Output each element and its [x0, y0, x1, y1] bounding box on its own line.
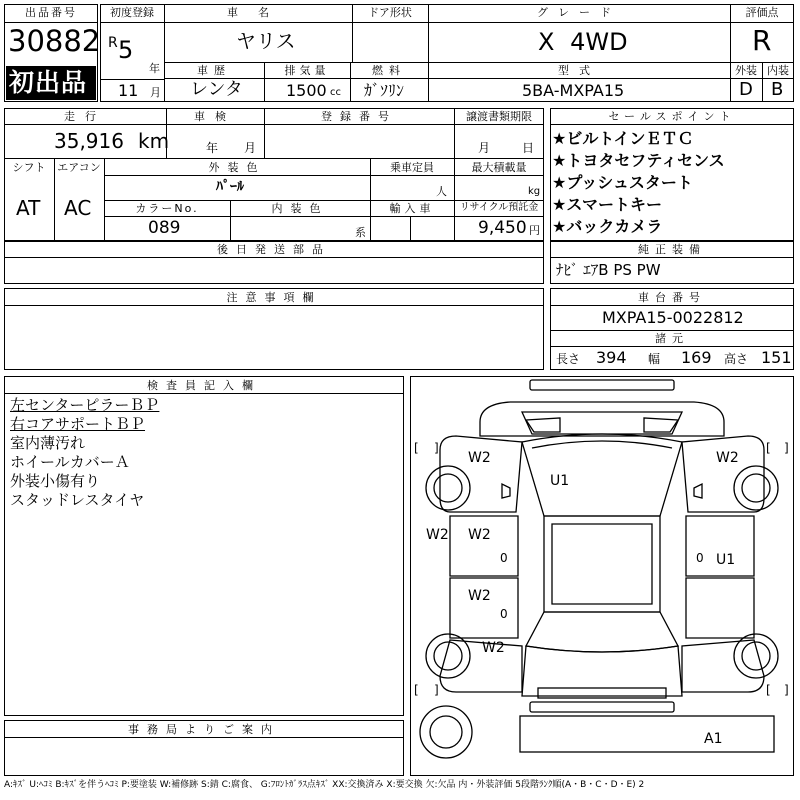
interior-label: 内装	[767, 64, 789, 77]
damage-mark: W2	[468, 450, 491, 466]
interior-grade: B	[771, 79, 784, 100]
spare-tire-hub	[430, 716, 462, 748]
score: R	[752, 24, 772, 57]
door-label: ドア形状	[368, 6, 412, 19]
bracket-mark: [	[414, 683, 419, 697]
inspector-remark: スタッドレスタイヤ	[10, 491, 145, 509]
zero-mark: 0	[500, 551, 508, 565]
roof-shape	[544, 516, 660, 612]
left-front-door-shape	[450, 516, 518, 576]
inspector-remark: 外装小傷有り	[10, 472, 101, 490]
notes-label: 注意事項欄	[226, 291, 322, 304]
damage-mark: W2	[716, 450, 739, 466]
right-headlight-shape	[644, 418, 678, 432]
ac: AC	[64, 196, 92, 220]
load-unit: kg	[528, 186, 541, 197]
right-front-wheel-hub	[742, 474, 770, 502]
grade-label: グレード	[537, 6, 621, 19]
equipment-label: 純正装備	[638, 243, 706, 256]
capacity-unit: 人	[436, 185, 447, 198]
right-rear-wheel	[734, 634, 778, 678]
sales-point-item: ★バックカメラ	[552, 217, 663, 236]
bracket-mark: ]	[784, 683, 789, 697]
inspector-remark: 左センターピラーＢＰ	[10, 396, 160, 414]
height: 151	[761, 348, 792, 367]
length: 394	[596, 348, 627, 367]
car-name-label: 車名	[227, 6, 289, 19]
load-label: 最大積載量	[471, 161, 527, 174]
lot-number-label: 出品番号	[25, 6, 77, 19]
legend: A:ｷｽﾞ U:ﾍｺﾐ B:ｷｽﾞを伴うﾍｺﾐ P:要塗装 W:補修跡 S:錆 C:腐食、 G:ﾌﾛﾝﾄｶﾞﾗｽ点ｷｽﾞ XX:交換済み X:要交換 欠:欠品 内・外装評価 5段階ﾗﾝｸ順(A・B・C・D・E) 2	[4, 780, 645, 790]
ext-color-label: 外装色	[208, 161, 266, 174]
specs-label: 諸元	[655, 332, 689, 345]
right-rear-door-shape	[686, 578, 754, 638]
era-prefix: R	[108, 35, 118, 51]
left-mirror-shape	[502, 484, 510, 498]
left-rear-wheel	[426, 634, 470, 678]
inspection-year-unit: 年	[206, 141, 219, 155]
sales-point-item: ★プッシュスタート	[552, 173, 693, 192]
left-front-wheel	[426, 466, 470, 510]
era-year: 5	[118, 36, 134, 64]
bracket-mark: [	[414, 441, 419, 455]
import-label: 輸入車	[389, 202, 435, 215]
right-mirror-shape	[694, 484, 702, 498]
model-label: 型式	[558, 64, 600, 77]
right-rear-fender-shape	[682, 640, 764, 692]
inspection-label: 車検	[194, 110, 236, 123]
ac-label: エアコン	[57, 161, 101, 174]
left-rear-fender-shape	[440, 640, 522, 692]
exterior-grade: D	[739, 79, 753, 100]
windshield-line	[532, 441, 672, 448]
inspection-month-unit: 月	[244, 141, 257, 155]
sales-points-list	[552, 128, 725, 238]
color-no-label: カラーNo.	[135, 202, 199, 215]
ext-color: ﾊﾟｰﾙ	[216, 179, 244, 195]
damage-mark: W2	[426, 527, 449, 543]
damage-mark: U1	[716, 552, 736, 568]
inspector-remark: ホイールカバーＡ	[10, 453, 130, 471]
car-diagram	[410, 376, 794, 776]
sales-points-label: セールスポイント	[608, 110, 736, 123]
color-no: 089	[148, 218, 181, 238]
underbody-shape	[520, 716, 774, 752]
recycle: 9,450	[478, 218, 527, 238]
bracket-mark: ]	[434, 441, 439, 455]
displacement: 1500	[286, 81, 327, 100]
bracket-mark: [	[766, 683, 771, 697]
inspector-label: 検査員記入欄	[147, 379, 261, 392]
windshield-shape	[522, 434, 682, 516]
km-unit: km	[138, 129, 170, 153]
chassis-number: MXPA15-0022812	[602, 308, 744, 327]
bracket-mark: [	[766, 441, 771, 455]
year-unit: 年	[149, 62, 160, 75]
reg-no-label: 登録番号	[321, 110, 397, 123]
spare-tire	[420, 706, 472, 758]
zero-mark: 0	[696, 551, 704, 565]
mileage: 35,916	[54, 129, 124, 153]
bracket-mark: ]	[784, 441, 789, 455]
model: 5BA-MXPA15	[522, 81, 625, 100]
chassis-label: 車台番号	[638, 291, 706, 304]
int-color-label: 内装色	[271, 202, 329, 215]
roof-inner-shape	[552, 524, 652, 604]
width: 169	[681, 348, 712, 367]
transfer-month-unit: 月	[478, 141, 491, 155]
recycle-label: リサイクル預託金	[459, 202, 539, 213]
length-label: 長さ	[556, 352, 581, 366]
history-label: 車歴	[197, 64, 231, 77]
office-label: 事務局よりご案内	[128, 723, 280, 736]
sales-point-item: ★スマートキー	[552, 195, 663, 214]
damage-mark: W2	[468, 588, 491, 604]
fuel: ｶﾞｿﾘﾝ	[364, 81, 405, 100]
transfer-label: 譲渡書類期限	[466, 110, 532, 123]
damage-mark: W2	[468, 527, 491, 543]
yen-unit: 円	[529, 224, 540, 237]
first-reg-label: 初度登録	[110, 6, 154, 19]
rear-window-shape	[526, 612, 678, 652]
width-label: 幅	[648, 352, 661, 366]
equipment-value: ﾅﾋﾞ ｴｱB PS PW	[556, 261, 661, 279]
displacement-label: 排気量	[284, 64, 330, 77]
left-front-wheel-hub	[434, 474, 462, 502]
right-front-wheel	[734, 466, 778, 510]
zero-mark: 0	[500, 607, 508, 621]
mileage-label: 走行	[64, 110, 106, 123]
inspector-remark: 右コアサポートＢＰ	[10, 415, 146, 433]
cc-unit: cc	[330, 87, 341, 98]
shift: AT	[16, 196, 41, 220]
hood-inner-shape	[522, 412, 682, 434]
sales-point-item: ★トヨタセフティセンス	[552, 151, 725, 170]
inspector-remark: 室内薄汚れ	[10, 434, 86, 452]
sales-point-item: ★ビルトインＥＴＣ	[552, 129, 694, 148]
capacity-label: 乗車定員	[390, 161, 434, 174]
hood-shape	[480, 402, 724, 436]
rear-bumper-shape	[530, 702, 674, 712]
car-name: ヤリス	[236, 29, 296, 53]
transfer-day-unit: 日	[522, 141, 535, 155]
damage-mark: U1	[550, 473, 570, 489]
fuel-label: 燃料	[372, 64, 406, 77]
damage-mark: A1	[704, 731, 723, 747]
left-rear-door-shape	[450, 578, 518, 638]
lot-number: 30882	[8, 24, 101, 58]
int-color-unit: 系	[355, 226, 366, 239]
grade: X 4WD	[538, 28, 628, 56]
later-parts-label: 後日発送部品	[217, 243, 331, 256]
shift-label: シフト	[12, 161, 46, 174]
history: レンタ	[190, 79, 243, 100]
score-label: 評価点	[745, 6, 779, 19]
front-bumper-shape	[530, 380, 674, 390]
month-unit: 月	[150, 86, 161, 99]
exterior-label: 外装	[735, 64, 757, 77]
inspector-remarks	[10, 396, 159, 510]
bracket-mark: ]	[434, 683, 439, 697]
left-headlight-shape	[526, 418, 560, 432]
first-listing-label: 初出品	[9, 68, 88, 97]
damage-mark: W2	[482, 640, 505, 656]
height-label: 高さ	[724, 352, 749, 366]
first-reg-month: 11	[118, 81, 139, 100]
